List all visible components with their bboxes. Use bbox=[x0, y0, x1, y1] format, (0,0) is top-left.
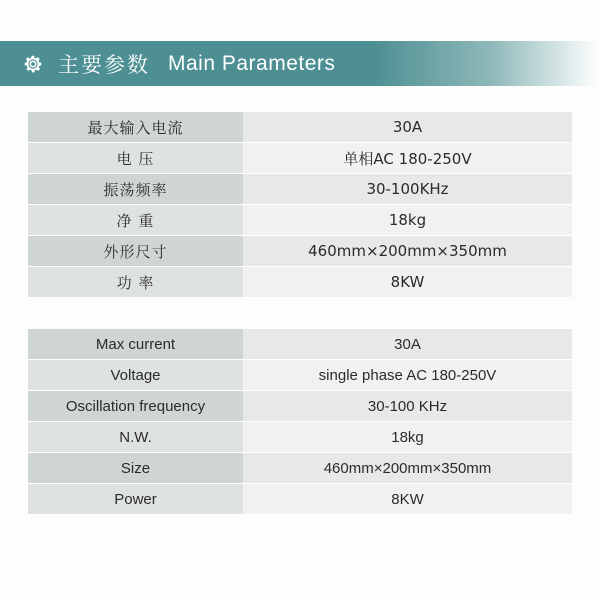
table-row bbox=[28, 112, 572, 143]
param-label: Voltage bbox=[28, 360, 243, 391]
gear-icon bbox=[22, 53, 44, 75]
param-value: 8KW bbox=[243, 267, 572, 298]
param-label: 外形尺寸 bbox=[28, 236, 243, 267]
table-row bbox=[28, 143, 572, 174]
table-row bbox=[28, 360, 572, 391]
param-label: 功 率 bbox=[28, 267, 243, 298]
param-label: 电 压 bbox=[28, 143, 243, 174]
header-title-en: Main Parameters bbox=[168, 51, 336, 75]
param-value: 460mm×200mm×350mm bbox=[243, 236, 572, 267]
table-row bbox=[28, 205, 572, 236]
parameters-table-chinese bbox=[28, 112, 572, 298]
param-value: 30A bbox=[243, 329, 572, 360]
param-label: 最大输入电流 bbox=[28, 112, 243, 143]
param-value: 30A bbox=[243, 112, 572, 143]
param-label: Oscillation frequency bbox=[28, 391, 243, 422]
table-row bbox=[28, 236, 572, 267]
param-value: single phase AC 180-250V bbox=[243, 360, 572, 391]
header-title-cn: 主要参数 bbox=[58, 52, 150, 77]
param-label: Power bbox=[28, 484, 243, 515]
table-row bbox=[28, 267, 572, 298]
param-label: 振荡频率 bbox=[28, 174, 243, 205]
param-label: Size bbox=[28, 453, 243, 484]
table-row bbox=[28, 391, 572, 422]
param-value: 460mm×200mm×350mm bbox=[243, 453, 572, 484]
param-value: 8KW bbox=[243, 484, 572, 515]
param-label: N.W. bbox=[28, 422, 243, 453]
param-value: 30-100KHz bbox=[243, 174, 572, 205]
param-value: 18kg bbox=[243, 422, 572, 453]
table-row bbox=[28, 422, 572, 453]
param-value: 单相AC 180-250V bbox=[243, 143, 572, 174]
table-row bbox=[28, 453, 572, 484]
table-row bbox=[28, 484, 572, 515]
table-row bbox=[28, 329, 572, 360]
param-label: 净 重 bbox=[28, 205, 243, 236]
main-parameters-header bbox=[0, 41, 600, 86]
parameters-table-english bbox=[28, 329, 572, 515]
param-value: 18kg bbox=[243, 205, 572, 236]
param-label: Max current bbox=[28, 329, 243, 360]
param-value: 30-100 KHz bbox=[243, 391, 572, 422]
table-row bbox=[28, 174, 572, 205]
